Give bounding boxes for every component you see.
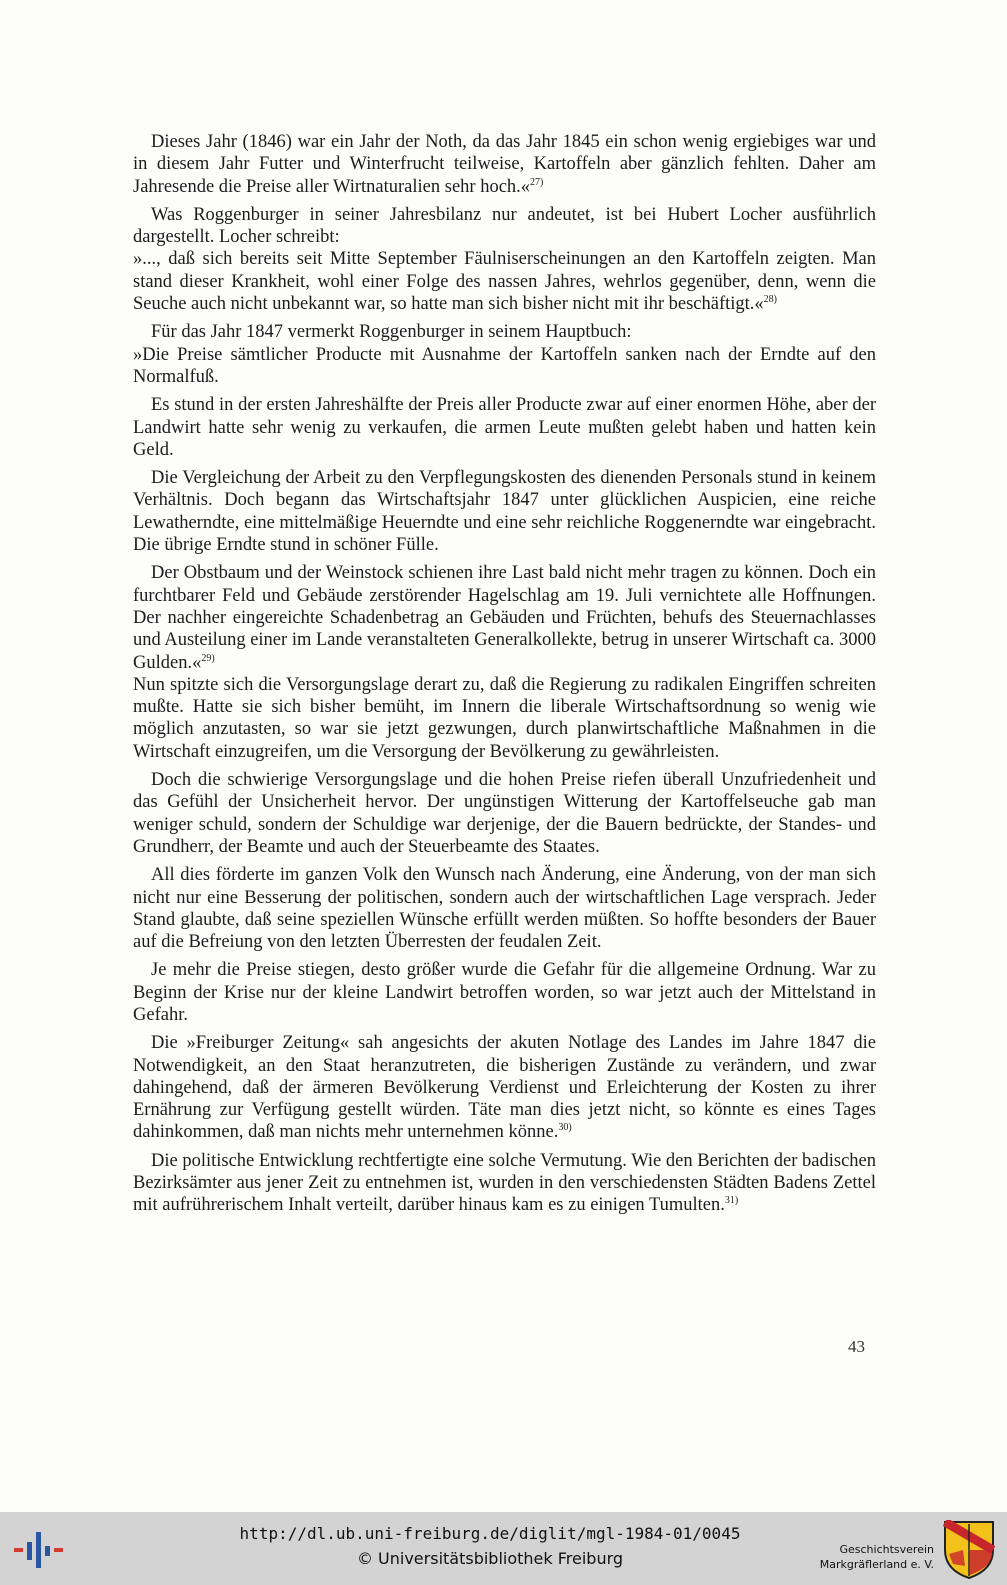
paragraph: »Die Preise sämtlicher Producte mit Ausnahme der Kartoffeln sanken nach der Erndte auf den Normalfuß. xyxy=(133,344,876,387)
society-crest-icon xyxy=(943,1520,995,1580)
paragraph: Nun spitzte sich die Versorgungslage derart zu, daß die Regierung zu radikalen Eingriffen schreiten mußte. Hatte sie sich bisher bemüht, im Innern die liberale Wirtschaftsordnung so wenig wie möglich anzutasten, so war sie jetzt gezwungen, durch planwirtschaftliche Maßnahmen in die Wirtschaft einzugreifen, um die Versorgung der Bevölkerung zu gewährleisten. xyxy=(133,674,876,762)
paragraph: Für das Jahr 1847 vermerkt Roggenburger in seinem Hauptbuch: xyxy=(151,322,632,343)
paragraph: Je mehr die Preise stiegen, desto größer wurde die Gefahr für die allgemeine Ordnung. War zu Beginn der Krise nur der kleine Landwirt betroffen worden, so war jetzt auch der Mittelstand in Gefahr. xyxy=(133,960,876,1025)
paragraph: Die Vergleichung der Arbeit zu den Verpflegungskosten des dienenden Personals stund in keinem Verhältnis. Doch begann das Wirtschaftsjahr 1847 unter glücklichen Auspicien, eine reiche Lewatherndte, eine mittelmäßige Heuerndte und eine sehr reichliche Roggenerndte war eingebracht. Die übrige Erndte stund in schöner Fülle. xyxy=(133,468,876,556)
footer-text xyxy=(230,1522,750,1572)
paragraph: Doch die schwierige Versorgungslage und die hohen Preise riefen überall Unzufriedenheit und das Gefühl der Unsicherheit hervor. Der ungünstigen Witterung der Kartoffelseuche gab man weniger schuld, sondern der Schuldige war derjenige, der die Bauern bedrückte, der Standes- und Grundherr, der Beamte und auch der Steuerbeamte des Staates. xyxy=(133,770,876,857)
society-name xyxy=(808,1542,934,1572)
page-number: 43 xyxy=(848,1337,865,1356)
paragraph: Was Roggenburger in seiner Jahresbilanz nur andeutet, ist bei Hubert Locher ausführlich dargestellt. Locher schreibt: xyxy=(133,204,876,248)
footer-bar xyxy=(0,1512,1007,1585)
paragraph: Der Obstbaum und der Weinstock schienen ihre Last bald nicht mehr tragen zu können. Doch ein furchtbarer Feld und Gebäude zerstörender Hagelschlag am 19. Juli vernichtete alle Hoffnungen. Der nachher eingereichte Schadenbetrag an Gebäuden und Früchten, behufs des Steuernachlasses und Austeilung einer im Lande veranstalteten Generalkollekte, betrug in unserer Wirtschaft ca. 3000 Gulden.«$^{29)}$ xyxy=(133,563,876,673)
society-name-line2: Markgräflerland e. V. xyxy=(819,1558,934,1571)
paragraph: Die politische Entwicklung rechtfertigte eine solche Vermutung. Wie den Berichten der badischen Bezirksämter aus jener Zeit zu entnehmen ist, wurden in den verschiedensten Städten Badens Zettel mit aufrührerischem Inhalt verteilt, darüber hinaus kam es zu einigen Tumulten.$^{31)}$ xyxy=(133,1150,876,1216)
paragraph: All dies förderte im ganzen Volk den Wunsch nach Änderung, eine Änderung, von der man sich nicht nur eine Besserung der politischen, sondern auch der wirtschaftlichen Lage versprach. Jeder Stand glaubte, daß seine speziellen Wünsche erfüllt werden müßten. So hoffte besonders der Bauer auf die Befreiung von den letzten Überresten der feudalen Zeit. xyxy=(133,865,876,953)
university-library-logo-icon xyxy=(14,1530,70,1570)
copyright-text: © Universitätsbibliothek Freiburg xyxy=(356,1549,624,1568)
paragraph: Die »Freiburger Zeitung« sah angesichts der akuten Notlage des Landes im Jahre 1847 die Notwendigkeit, an den Staat heranzutreten, die bisherigen Zustände zu verändern, und zwar dahingehend, daß der ärmeren Bevölkerung Verdienst und Erleichterung der Kosten zu ihrer Ernährung zur Verfügung gestellt würden. Täte man dies jetzt nicht, so könnte es eines Tages dahinkommen, daß man nichts mehr unternehmen könne.$^{30)}$ xyxy=(133,1033,876,1143)
paragraph: Dieses Jahr (1846) war ein Jahr der Noth, da das Jahr 1845 ein schon wenig ergiebiges war und in diesem Jahr Futter und Winterfrucht teilweise, Kartoffeln aber gänzlich fehlten. Daher am Jahresende die Preise aller Wirtnaturalien sehr hoch.«$^{27)}$ xyxy=(133,132,876,197)
society-name-line1: Geschichtsverein xyxy=(839,1543,934,1556)
paragraph: Es stund in der ersten Jahreshälfte der Preis aller Producte zwar auf einer enormen Höhe, aber der Landwirt hatte sehr wenig zu verkaufen, die armen Leute mußten gelebt haben und hatten kein Geld. xyxy=(133,395,876,460)
paragraph: »..., daß sich bereits seit Mitte September Fäulniserscheinungen an den Kartoffeln zeigten. Man stand dieser Krankheit, wohl einer Folge des nassen Jahres, wehrlos gegenüber, denn, wenn die Seuche auch nicht unbekannt war, so hatte man sich bisher nicht mit ihr beschäftigt.«$^{28)}$ xyxy=(133,249,876,315)
document-url-link[interactable]: http://dl.ub.uni-freiburg.de/diglit/mgl-1984-01/0045 xyxy=(239,1524,741,1543)
page-body xyxy=(133,131,876,1223)
